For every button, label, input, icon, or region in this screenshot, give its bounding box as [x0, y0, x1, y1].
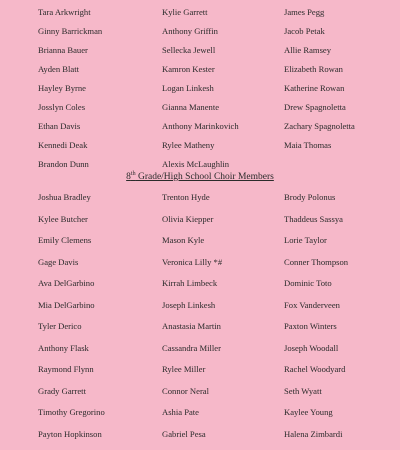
member-name: Anthony Griffin	[162, 26, 218, 36]
member-name: Cassandra Miller	[162, 342, 221, 353]
member-name: Dominic Toto	[284, 278, 332, 288]
member-name: Ashia Pate	[162, 407, 199, 417]
member-name: Tara Arkwright	[38, 7, 91, 17]
member-name: Seth Wyatt	[284, 385, 322, 396]
member-name: Gabriel Pesa	[162, 428, 206, 439]
member-name: Trenton Hyde	[162, 192, 210, 202]
member-name: Connor Neral	[162, 385, 210, 396]
member-name: Thaddeus Sassya	[284, 213, 343, 224]
member-name: Josslyn Coles	[38, 102, 86, 112]
member-name: Hayley Byrne	[38, 83, 86, 93]
member-name: Tyler Derico	[38, 321, 82, 331]
heading-title: Grade/High School Choir Members	[135, 172, 274, 182]
member-name: Brandon Dunn	[38, 159, 89, 169]
top-names-column-3	[284, 7, 355, 159]
choir-names-column-1	[38, 192, 105, 450]
member-name: Drew Spagnoletta	[284, 102, 346, 112]
member-name: Ethan Davis	[38, 121, 81, 131]
member-name: Allie Ramsey	[284, 45, 332, 55]
member-name: Kirrah Limbeck	[162, 278, 218, 288]
member-name: Paxton Winters	[284, 321, 337, 331]
member-name: Emily Clemens	[38, 235, 92, 245]
member-name: Rylee Miller	[162, 364, 206, 374]
member-name: Mia DelGarbino	[38, 299, 95, 310]
member-name: Ayden Blatt	[38, 64, 79, 74]
member-name: Gianna Manente	[162, 102, 220, 112]
choir-names-column-2	[162, 192, 222, 450]
member-name: Joseph Woodall	[284, 342, 339, 353]
member-name: Anthony Marinkovich	[162, 121, 239, 131]
member-name: Katherine Rowan	[284, 83, 345, 93]
member-name: Brianna Bauer	[38, 45, 88, 55]
member-name: Gage Davis	[38, 256, 79, 267]
member-name: Halena Zimbardi	[284, 428, 343, 439]
member-name: Kamron Kester	[162, 64, 215, 74]
top-names-column-1	[38, 7, 102, 178]
member-name: Brody Polonus	[284, 192, 336, 202]
member-name: Joshua Bradley	[38, 192, 91, 202]
member-name: Payton Hopkinson	[38, 428, 102, 439]
member-name: Conner Thompson	[284, 256, 349, 267]
member-name: Grady Garrett	[38, 385, 86, 396]
member-name: Kaylee Young	[284, 407, 333, 417]
member-name: Mason Kyle	[162, 235, 205, 245]
member-name: Ava DelGarbino	[38, 278, 95, 288]
member-name: Ginny Barrickman	[38, 26, 103, 36]
heading-grade-number: 8	[126, 172, 131, 182]
member-name: Anthony Flask	[38, 342, 89, 353]
member-name: Maia Thomas	[284, 140, 332, 150]
member-name: Rachel Woodyard	[284, 364, 346, 374]
member-name: Kennedi Deak	[38, 140, 88, 150]
member-name: Sellecka Jewell	[162, 45, 216, 55]
member-name: Raymond Flynn	[38, 364, 94, 374]
section-heading	[0, 171, 400, 183]
member-name: James Pegg	[284, 7, 325, 17]
member-name: Elizabeth Rowan	[284, 64, 343, 74]
member-name: Olivia Kiepper	[162, 213, 214, 224]
heading-grade-suffix: th	[130, 170, 136, 177]
choir-names-column-3	[284, 192, 348, 450]
top-names-column-2	[162, 7, 239, 178]
member-name: Kylee Butcher	[38, 213, 88, 224]
member-name: Lorie Taylor	[284, 235, 327, 245]
member-name: Veronica Lilly *#	[162, 256, 223, 267]
member-name: Logan Linkesh	[162, 83, 214, 93]
member-name: Rylee Matheny	[162, 140, 215, 150]
member-name: Alexis McLaughlin	[162, 159, 230, 169]
member-name: Kylie Garrett	[162, 7, 208, 17]
member-name: Zachary Spagnoletta	[284, 121, 355, 131]
member-name: Timothy Gregorino	[38, 407, 105, 417]
member-name: Jacob Petak	[284, 26, 325, 36]
member-name: Fox Vanderveen	[284, 299, 340, 310]
member-name: Anastasia Martin	[162, 321, 221, 331]
member-name: Joseph Linkesh	[162, 299, 216, 310]
